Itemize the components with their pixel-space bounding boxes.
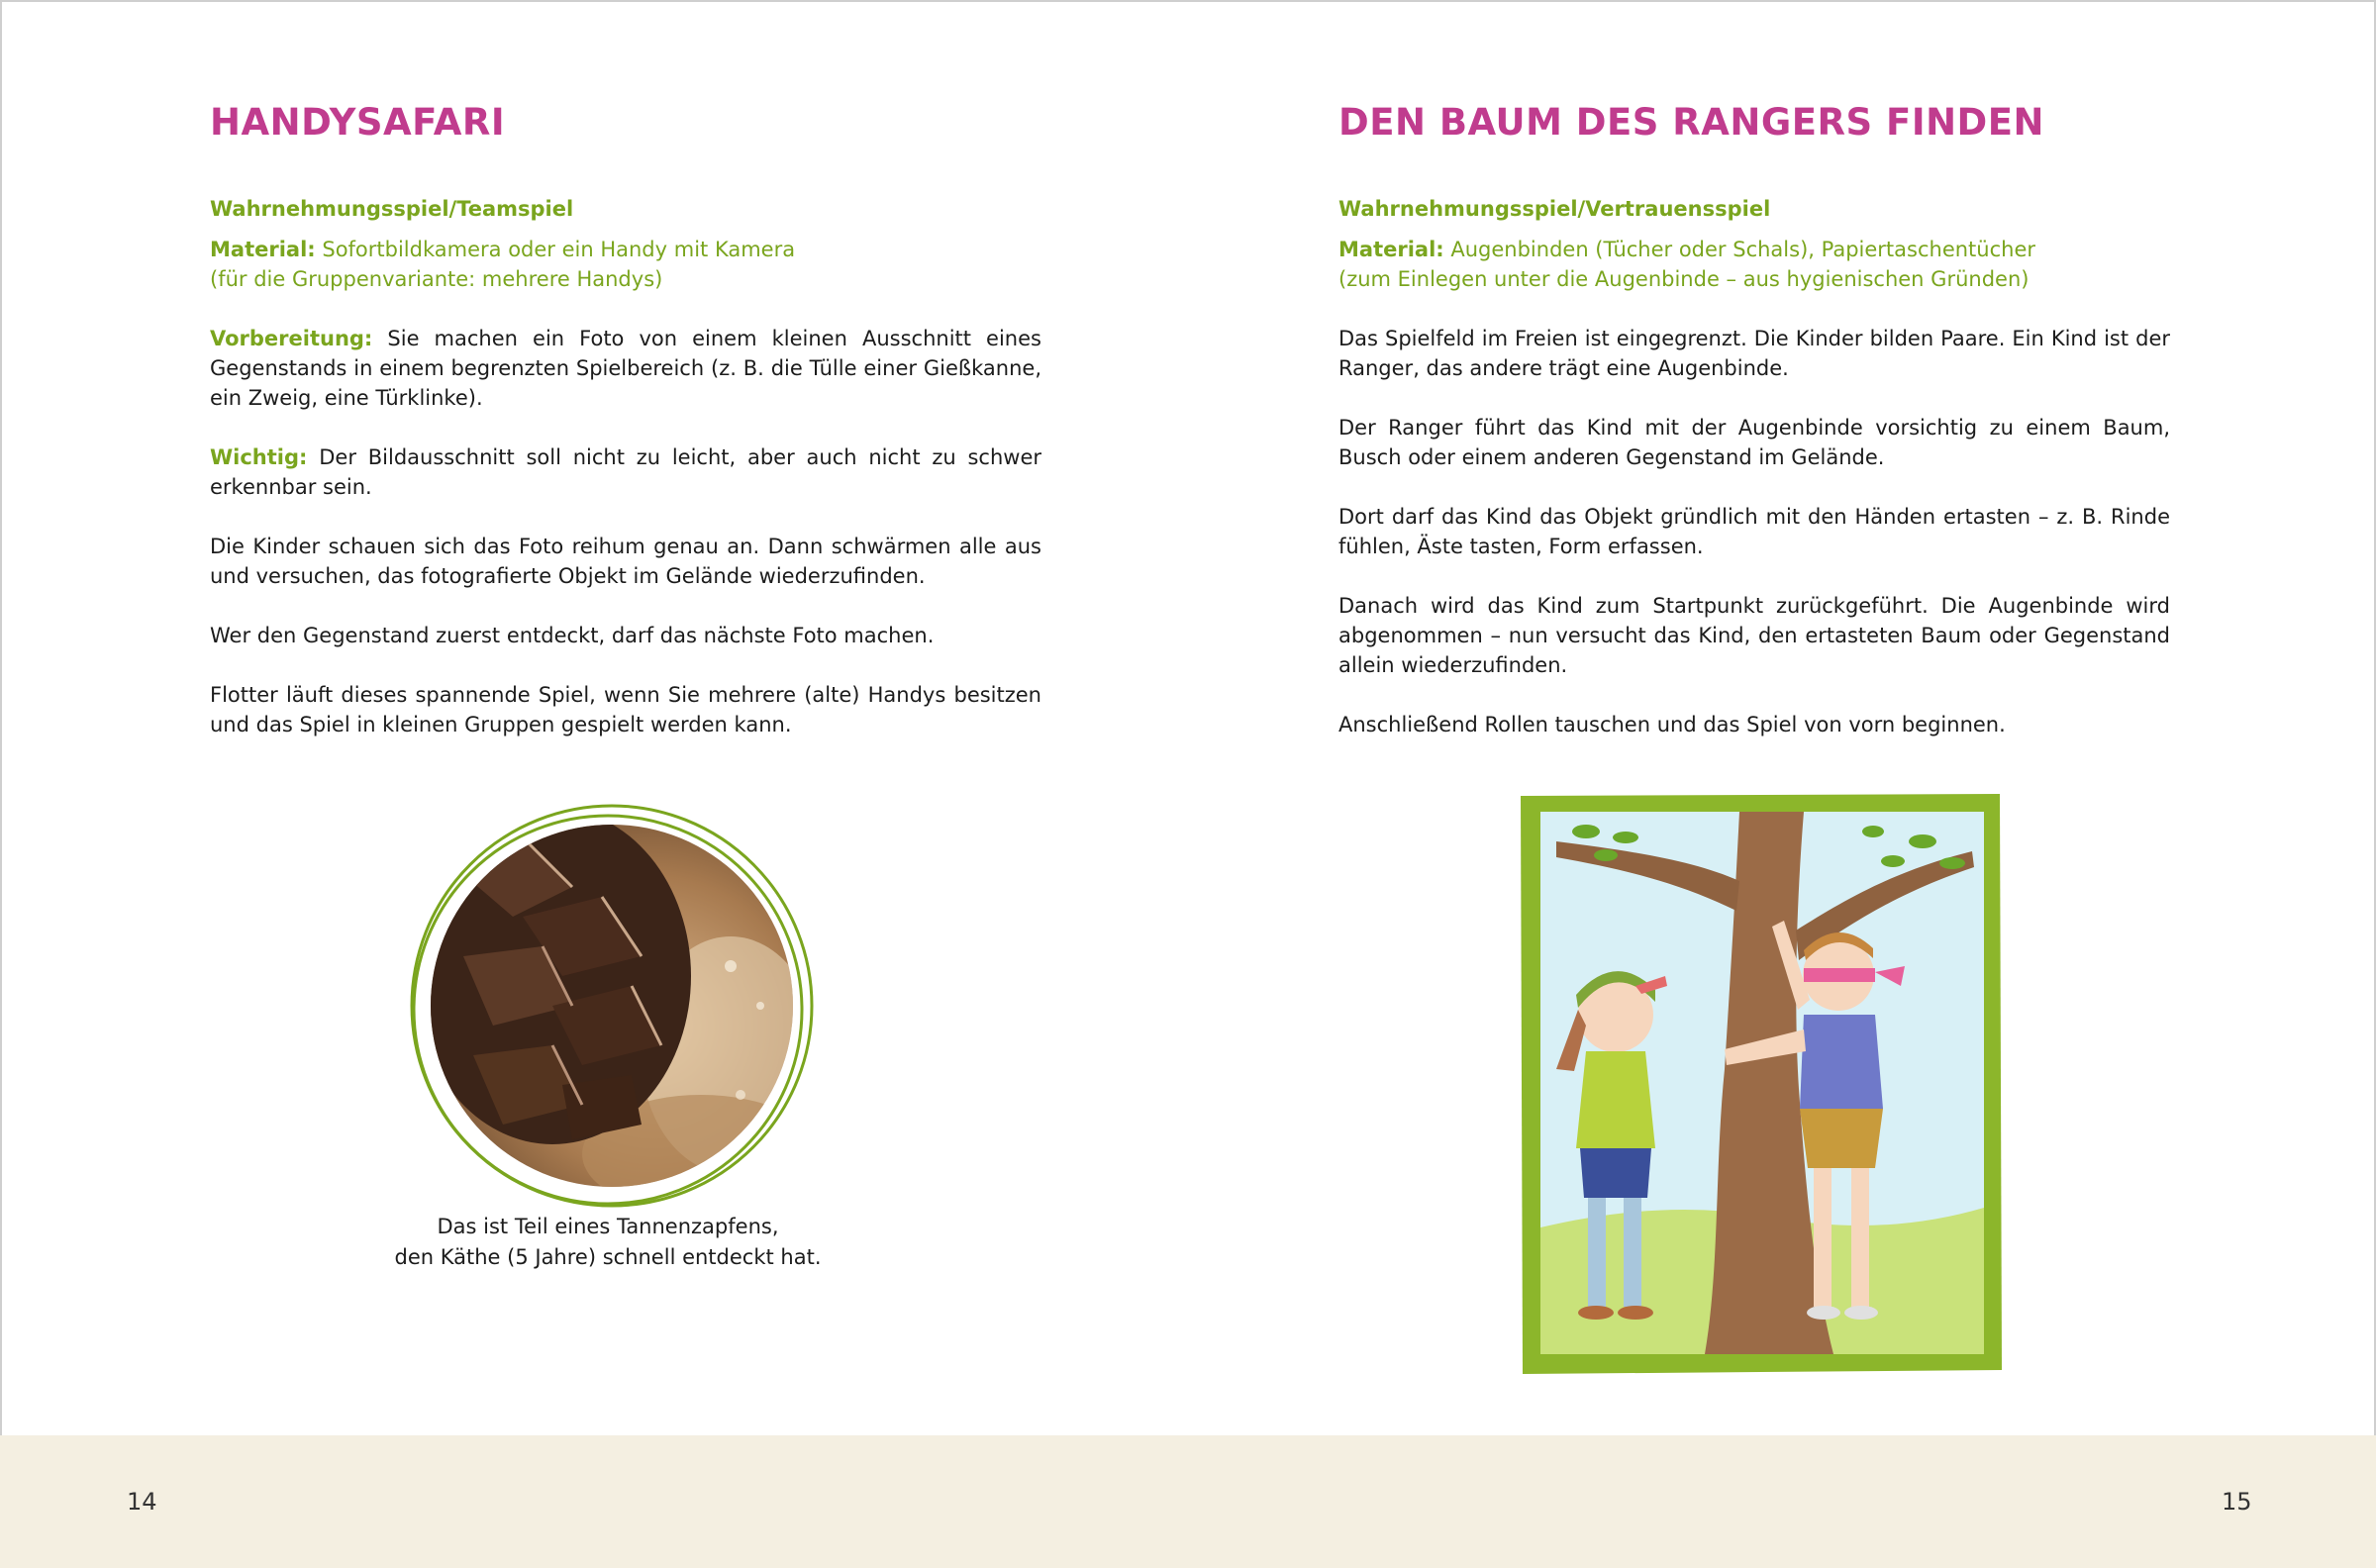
- vorbereitung-label: Vorbereitung:: [210, 327, 373, 350]
- right-paragraph-4: Danach wird das Kind zum Startpunkt zurückgeführt. Die Augenbinde wird abgenommen – nun versucht das Kind, den ertasteten Baum oder Gegenstand allein wiederzufinden.: [1338, 594, 2170, 677]
- right-paragraph-5: Anschließend Rollen tauschen und das Spiel von vorn beginnen.: [1338, 713, 2006, 736]
- vorbereitung-text: Sie machen ein Foto von einem kleinen Ausschnitt eines Gegenstands in einem begrenzten Spielbereich (z. B. die Tülle einer Gießkanne, ein Zweig, eine Türklinke).: [210, 327, 1041, 410]
- right-material-label: Material:: [1338, 238, 1444, 261]
- left-paragraph-3: Flotter läuft dieses spannende Spiel, wenn Sie mehrere (alte) Handys besitzen und das Spiel in kleinen Gruppen gespielt werden kann.: [210, 683, 1041, 736]
- pine-cone-photo: [404, 798, 820, 1214]
- caption-line-2: den Käthe (5 Jahre) schnell entdeckt hat.: [394, 1245, 822, 1269]
- right-page-column: [1338, 95, 2170, 769]
- pine-cone-image: [404, 798, 820, 1214]
- page-number-right: 15: [2222, 1488, 2252, 1516]
- left-page-title: HANDYSAFARI: [210, 101, 506, 144]
- left-subtitle: Wahrnehmungsspiel/Teamspiel: [210, 197, 574, 221]
- right-material-line1: Augenbinden (Tücher oder Schals), Papiertaschentücher: [1450, 238, 2036, 261]
- left-paragraph-1: Die Kinder schauen sich das Foto reihum genau an. Dann schwärmen alle aus und versuchen, das fotografierte Objekt im Gelände wiederzufinden.: [210, 535, 1041, 588]
- pine-cone-photo-svg: [404, 798, 820, 1214]
- left-page-column: [210, 95, 1041, 769]
- left-material: [210, 235, 1041, 294]
- right-material: [1338, 235, 2170, 294]
- left-material-line2: (für die Gruppenvariante: mehrere Handys): [210, 267, 663, 291]
- left-material-label: Material:: [210, 238, 316, 261]
- left-vorbereitung: [210, 324, 1041, 413]
- page-number-left: 14: [127, 1488, 157, 1516]
- wichtig-label: Wichtig:: [210, 445, 308, 469]
- right-paragraph-3: Dort darf das Kind das Objekt gründlich mit den Händen ertasten – z. B. Rinde fühlen, Äste tasten, Form erfassen.: [1338, 505, 2170, 558]
- right-page-title: DEN BAUM DES RANGERS FINDEN: [1338, 101, 2045, 144]
- tree-illustration: [1517, 792, 2004, 1376]
- tree-illustration-svg: [1517, 792, 2004, 1376]
- right-paragraph-1: Das Spielfeld im Freien ist eingegrenzt. Die Kinder bilden Paare. Ein Kind ist der Ranger, das andere trägt eine Augenbinde.: [1338, 327, 2170, 380]
- right-subtitle: Wahrnehmungsspiel/Vertrauensspiel: [1338, 197, 1771, 221]
- caption-line-1: Das ist Teil eines Tannenzapfens,: [437, 1215, 779, 1238]
- left-paragraph-2: Wer den Gegenstand zuerst entdeckt, darf das nächste Foto machen.: [210, 624, 935, 647]
- wichtig-text: Der Bildausschnitt soll nicht zu leicht, aber auch nicht zu schwer erkennbar sein.: [210, 445, 1041, 499]
- left-material-line1: Sofortbildkamera oder ein Handy mit Kamera: [322, 238, 796, 261]
- photo-caption: [210, 1212, 1006, 1273]
- left-wichtig: [210, 442, 1041, 502]
- footer-band: [0, 1435, 2376, 1568]
- right-material-line2: (zum Einlegen unter die Augenbinde – aus hygienischen Gründen): [1338, 267, 2030, 291]
- right-paragraph-2: Der Ranger führt das Kind mit der Augenbinde vorsichtig zu einem Baum, Busch oder einem anderen Gegenstand im Gelände.: [1338, 416, 2170, 469]
